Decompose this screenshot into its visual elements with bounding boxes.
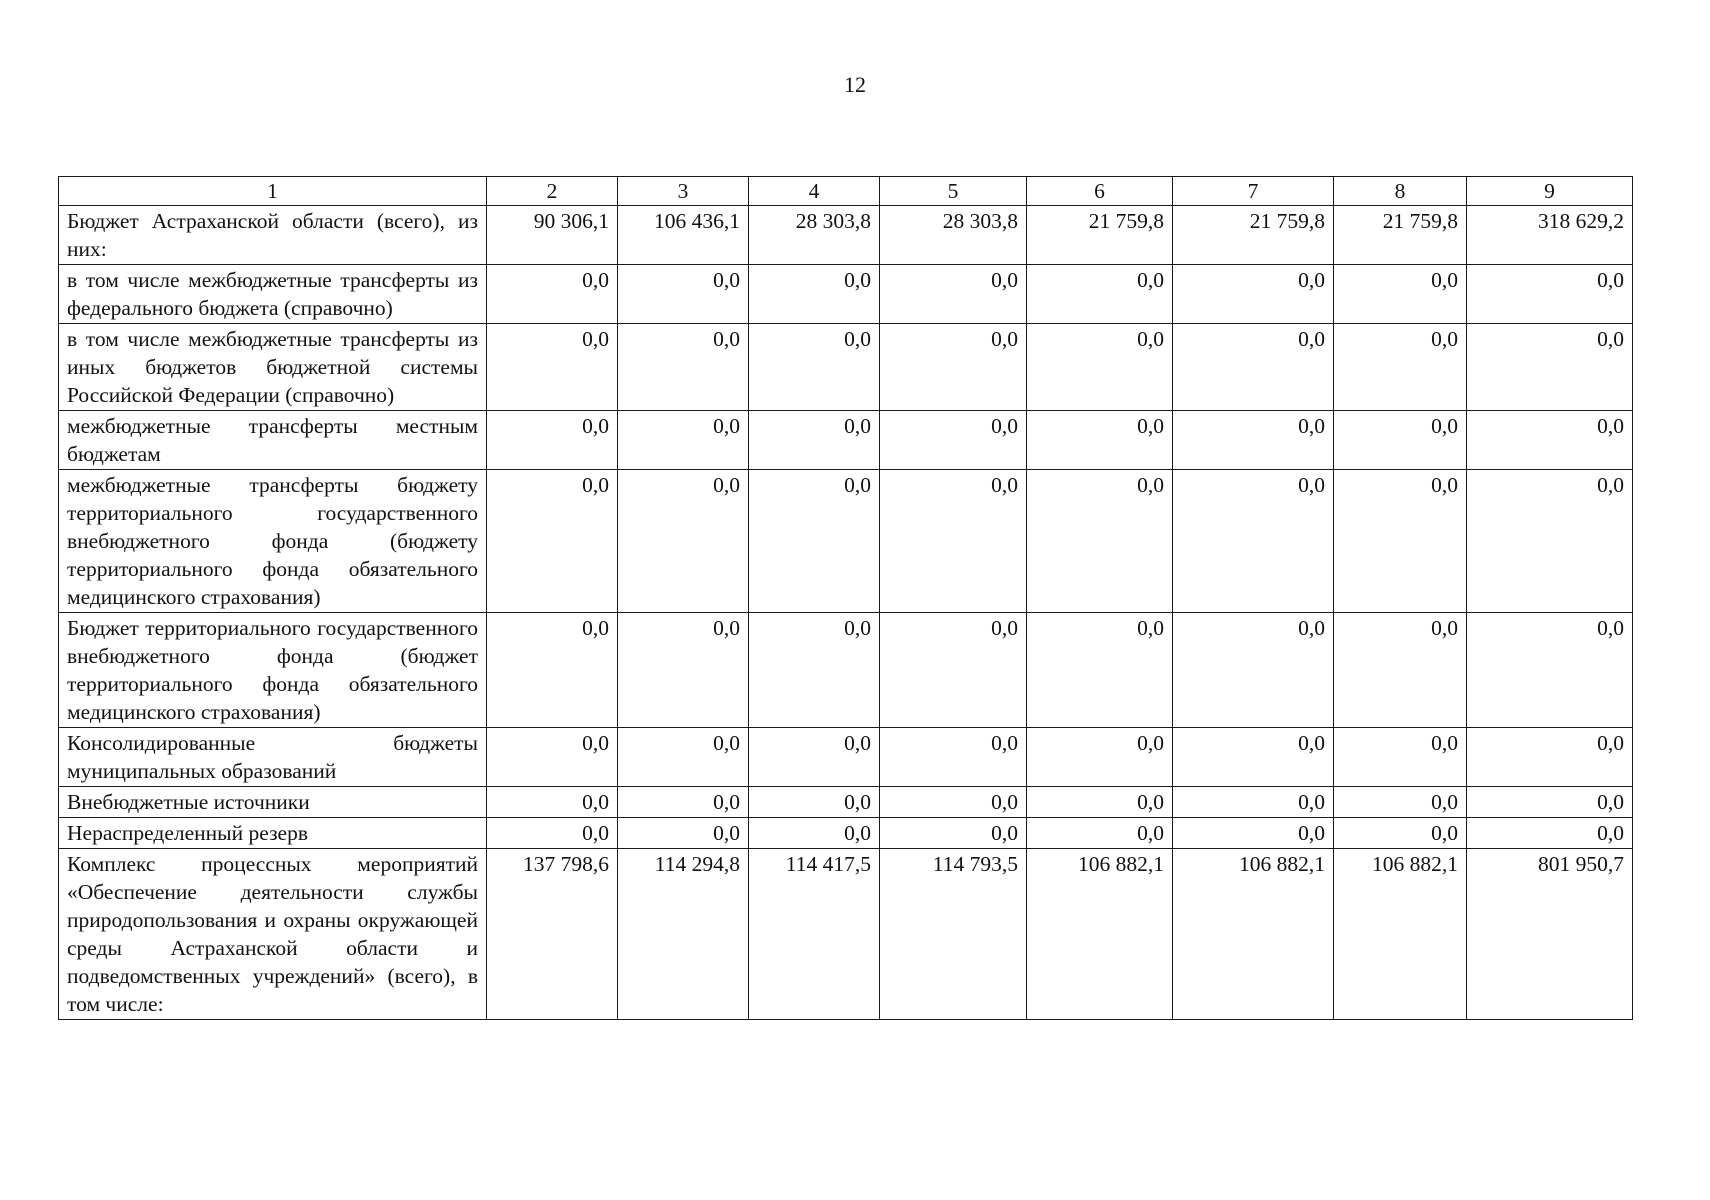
table-cell: 0,0 (1467, 818, 1633, 849)
column-header-8: 8 (1334, 177, 1467, 206)
table-cell: 21 759,8 (1027, 206, 1173, 265)
table-cell: 0,0 (1027, 470, 1173, 613)
table-cell: 21 759,8 (1173, 206, 1334, 265)
table-cell: 0,0 (880, 411, 1027, 470)
table-cell: 0,0 (1467, 411, 1633, 470)
table-row (59, 613, 1633, 728)
table-cell: 137 798,6 (487, 849, 618, 1020)
row-label: Нераспределенный резерв (59, 818, 487, 849)
table-cell: 318 629,2 (1467, 206, 1633, 265)
table-cell: 0,0 (1027, 787, 1173, 818)
table-cell: 0,0 (749, 728, 880, 787)
table-cell: 0,0 (880, 265, 1027, 324)
table-cell: 106 882,1 (1027, 849, 1173, 1020)
table-cell: 0,0 (1027, 265, 1173, 324)
column-header-1: 1 (59, 177, 487, 206)
table-cell: 28 303,8 (749, 206, 880, 265)
table-cell: 0,0 (880, 470, 1027, 613)
table-cell: 0,0 (1173, 787, 1334, 818)
row-label: межбюджетные трансферты бюджету территориального государственного внебюджетного фонда (бюджету территориального фонда обязательного медицинского страхования) (59, 470, 487, 613)
table-cell: 0,0 (1334, 470, 1467, 613)
table-cell: 0,0 (1467, 470, 1633, 613)
table-cell: 0,0 (487, 787, 618, 818)
table-cell: 0,0 (1173, 818, 1334, 849)
table-cell: 21 759,8 (1334, 206, 1467, 265)
table-cell: 0,0 (1173, 470, 1334, 613)
table-row (59, 265, 1633, 324)
table-cell: 0,0 (1467, 728, 1633, 787)
table-cell: 0,0 (618, 728, 749, 787)
table-cell: 0,0 (1334, 728, 1467, 787)
table-cell: 0,0 (1467, 613, 1633, 728)
table-cell: 0,0 (1467, 324, 1633, 411)
table-cell: 0,0 (1173, 728, 1334, 787)
table-cell: 0,0 (487, 728, 618, 787)
table-cell: 0,0 (880, 324, 1027, 411)
table-cell: 0,0 (618, 470, 749, 613)
table-cell: 801 950,7 (1467, 849, 1633, 1020)
column-header-5: 5 (880, 177, 1027, 206)
table-cell: 0,0 (487, 613, 618, 728)
table-row (59, 787, 1633, 818)
table-cell: 0,0 (618, 787, 749, 818)
table-cell: 0,0 (1173, 411, 1334, 470)
row-label: в том числе межбюджетные трансферты из иных бюджетов бюджетной системы Российской Федерации (справочно) (59, 324, 487, 411)
table-cell: 0,0 (749, 324, 880, 411)
row-label: Бюджет территориального государственного внебюджетного фонда (бюджет территориального фонда обязательного медицинского страхования) (59, 613, 487, 728)
table-row (59, 728, 1633, 787)
table-cell: 114 417,5 (749, 849, 880, 1020)
table-cell: 0,0 (1173, 324, 1334, 411)
column-header-2: 2 (487, 177, 618, 206)
table-cell: 0,0 (1027, 728, 1173, 787)
row-label: Комплекс процессных мероприятий «Обеспечение деятельности службы природопользования и охраны окружающей среды Астраханской области и подведомственных учреждений» (всего), в том числе: (59, 849, 487, 1020)
table-cell: 0,0 (618, 411, 749, 470)
row-label: в том числе межбюджетные трансферты из федерального бюджета (справочно) (59, 265, 487, 324)
table-row (59, 411, 1633, 470)
column-header-3: 3 (618, 177, 749, 206)
table-row (59, 324, 1633, 411)
row-label: Внебюджетные источники (59, 787, 487, 818)
table-cell: 0,0 (1467, 787, 1633, 818)
table-cell: 0,0 (749, 613, 880, 728)
column-header-9: 9 (1467, 177, 1633, 206)
table-row (59, 849, 1633, 1020)
table-cell: 0,0 (1334, 265, 1467, 324)
row-label: Бюджет Астраханской области (всего), из них: (59, 206, 487, 265)
table-cell: 0,0 (1173, 613, 1334, 728)
table-cell: 106 882,1 (1334, 849, 1467, 1020)
table-cell: 0,0 (1334, 411, 1467, 470)
table-cell: 0,0 (618, 613, 749, 728)
column-header-7: 7 (1173, 177, 1334, 206)
table-cell: 0,0 (1334, 818, 1467, 849)
table-cell: 0,0 (880, 818, 1027, 849)
table-cell: 0,0 (618, 324, 749, 411)
table-row (59, 206, 1633, 265)
row-label: межбюджетные трансферты местным бюджетам (59, 411, 487, 470)
table-row (59, 470, 1633, 613)
table-cell: 0,0 (487, 818, 618, 849)
column-header-4: 4 (749, 177, 880, 206)
row-label: Консолидированные бюджеты муниципальных образований (59, 728, 487, 787)
table-row (59, 818, 1633, 849)
table-cell: 0,0 (1027, 411, 1173, 470)
table-cell: 0,0 (618, 265, 749, 324)
table-cell: 28 303,8 (880, 206, 1027, 265)
table-cell: 0,0 (880, 787, 1027, 818)
table-cell: 0,0 (749, 470, 880, 613)
table-cell: 0,0 (487, 265, 618, 324)
table-cell: 0,0 (749, 787, 880, 818)
table-cell: 0,0 (1173, 265, 1334, 324)
table-cell: 0,0 (1467, 265, 1633, 324)
table-cell: 114 294,8 (618, 849, 749, 1020)
table-cell: 0,0 (487, 324, 618, 411)
table-header-row (59, 177, 1633, 206)
table-cell: 0,0 (1334, 787, 1467, 818)
table-cell: 0,0 (1334, 613, 1467, 728)
table-cell: 90 306,1 (487, 206, 618, 265)
table-cell: 0,0 (1027, 324, 1173, 411)
column-header-6: 6 (1027, 177, 1173, 206)
table-cell: 0,0 (749, 411, 880, 470)
table-cell: 106 436,1 (618, 206, 749, 265)
table-cell: 0,0 (1027, 818, 1173, 849)
table-cell: 114 793,5 (880, 849, 1027, 1020)
page-number: 12 (844, 72, 866, 97)
table-cell: 0,0 (487, 470, 618, 613)
table-cell: 0,0 (749, 265, 880, 324)
table-cell: 0,0 (880, 728, 1027, 787)
table-cell: 0,0 (749, 818, 880, 849)
table-cell: 0,0 (1334, 324, 1467, 411)
table-cell: 0,0 (1027, 613, 1173, 728)
table-cell: 106 882,1 (1173, 849, 1334, 1020)
table-cell: 0,0 (880, 613, 1027, 728)
budget-table (58, 176, 1633, 1020)
table-cell: 0,0 (487, 411, 618, 470)
table-cell: 0,0 (618, 818, 749, 849)
